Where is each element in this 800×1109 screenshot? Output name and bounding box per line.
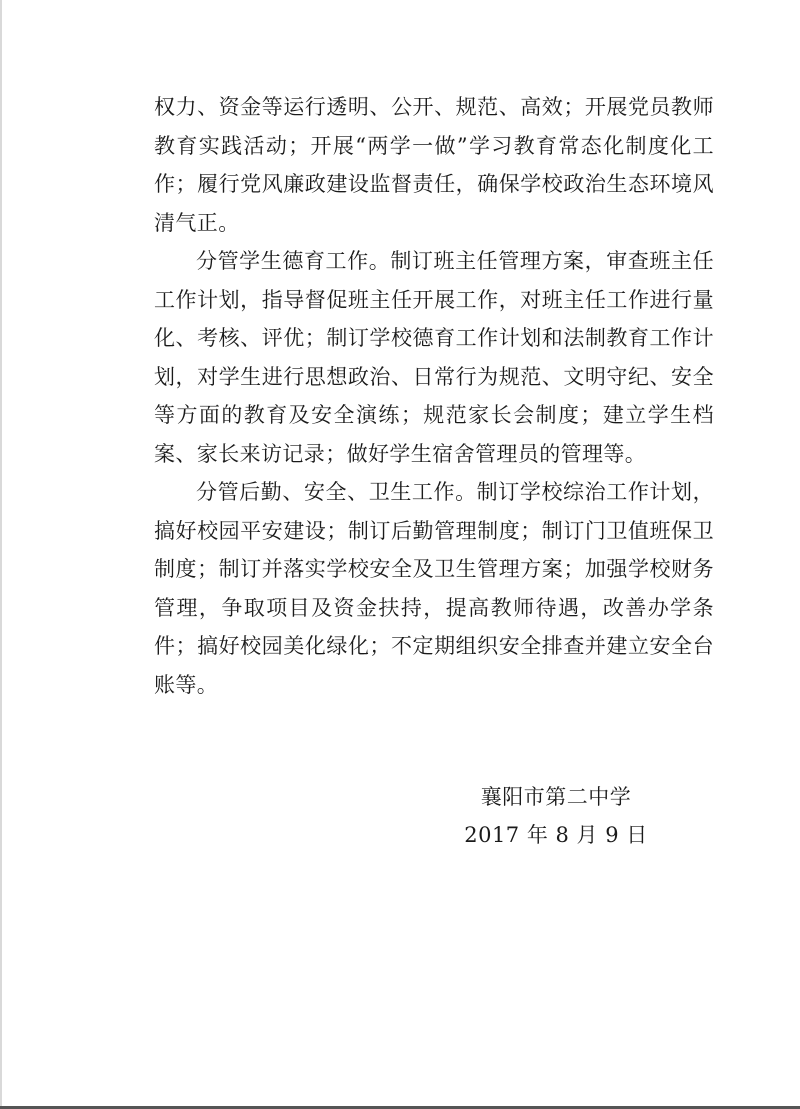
signature-organization: 襄阳市第二中学 [480, 785, 632, 809]
paragraph-moral-education: 分管学生德育工作。制订班主任管理方案，审查班主任工作计划，指导督促班主任开展工作，对班主任工作进行量化、考核、评优；制订学校德育工作计划和法制教育工作计划，对学生进行思想政治、日常行为规范、文明守纪、安全等方面的教育及安全演练；规范家长会制度；建立学生档案、家长来访记录；做好学生宿舍管理员的管理等。 [154, 249, 714, 466]
page-edge [0, 0, 2, 1109]
paragraph-party-conduct: 权力、资金等运行透明、公开、规范、高效；开展党员教师教育实践活动；开展“两学一做”学习教育常态化制度化工作；履行党风廉政建设监督责任，确保学校政治生态环境风清气正。 [154, 95, 714, 235]
signature-date: 2017 年 8 月 9 日 [464, 823, 648, 847]
document-body [154, 88, 714, 704]
paragraph-logistics-safety: 分管后勤、安全、卫生工作。制订学校综治工作计划，搞好校园平安建设；制订后勤管理制度；制订门卫值班保卫制度；制订并落实学校安全及卫生管理方案；加强学校财务管理，争取项目及资金扶持，提高教师待遇，改善办学条件；搞好校园美化绿化；不定期组织安全排查并建立安全台账等。 [154, 480, 714, 697]
signature-block [436, 778, 676, 854]
